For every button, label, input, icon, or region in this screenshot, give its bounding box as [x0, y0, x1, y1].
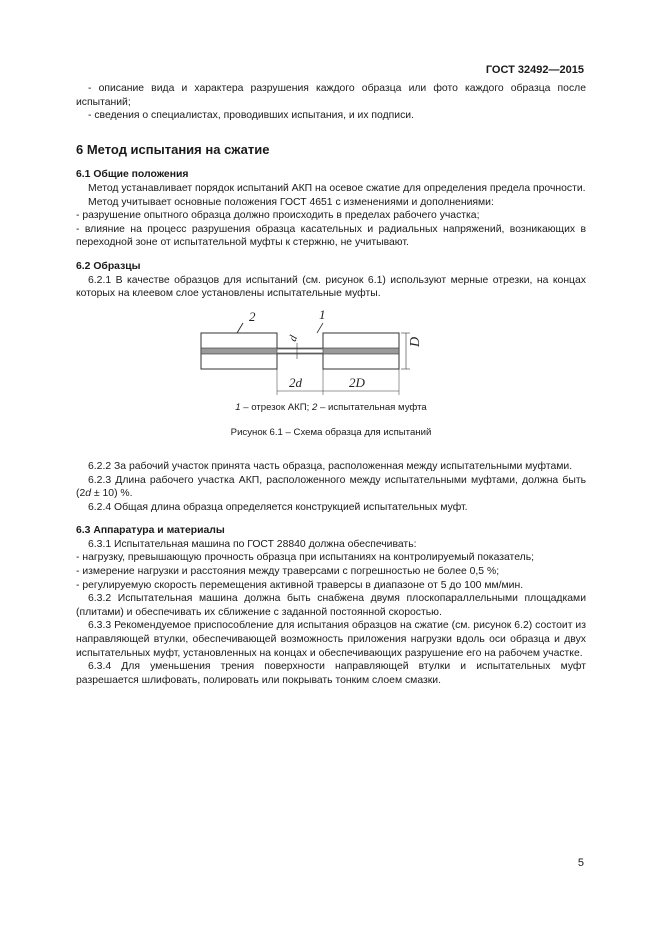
legend-text-2: – испытательная муфта	[317, 401, 427, 413]
figure-6-1	[76, 305, 586, 399]
figure-caption: Рисунок 6.1 – Схема образца для испытаний	[230, 427, 432, 439]
s63-bullet-1: - нагрузку, превышающую прочность образца при испытаниях на контролируемый показатель;	[76, 552, 534, 564]
s63-bullet-3: - регулируемую скорость перемещения активной траверсы в диапазоне от 5 до 100 мм/мин.	[76, 579, 524, 591]
p-6-3-2: 6.3.2 Испытательная машина должна быть снабжена двумя плоскопараллельными площадками (плитами) и обеспечивать их сближение с заданной постоянной скоростью.	[76, 593, 586, 618]
p-6-2-4: 6.2.4 Общая длина образца определяется конструкцией испытательных муфт.	[88, 501, 468, 513]
page-number: 5	[577, 857, 584, 869]
legend-number-2: 2	[311, 401, 318, 413]
figure-legend	[76, 401, 586, 415]
p-6-2-3-text-a: 6.2.3 Длина рабочего участка АКП, расположенного между испытательными муфтами, должна быть (2	[76, 474, 586, 500]
s63-bullet-2: - измерение нагрузки и расстояния между траверсами с погрешностью не более 0,5 %;	[76, 566, 500, 578]
specimen-diagram	[193, 305, 433, 397]
section-6-2-title: 6.2 Образцы	[76, 260, 141, 272]
p-6-2-3	[76, 474, 586, 501]
p-6-2-2: 6.2.2 За рабочий участок принята часть образца, расположенная между испытательными муфтами.	[88, 460, 573, 472]
leader-line-2	[237, 323, 243, 333]
figure-label-D: D	[408, 336, 423, 347]
page-content	[76, 82, 586, 687]
s61-paragraph-1: Метод устанавливает порядок испытаний АКП на осевое сжатие для определения предела прочности.	[88, 182, 586, 194]
figure-label-d: d	[286, 333, 301, 343]
intro-item-1: - описание вида и характера разрушения каждого образца или фото каждого образца после испытаний;	[76, 83, 586, 108]
p-6-3-3: 6.3.3 Рекомендуемое приспособление для испытания образцов на сжатие (см. рисунок 6.2) состоит из направляющей втулки, обеспечивающей возможность приложения нагрузки вдоль оси образца и двух испытательных муфт, установленных на концах и обеспечивающих разрушение его на рабочем участке.	[76, 620, 586, 659]
p-6-2-3-symbol-d: d	[85, 488, 92, 500]
figure-label-2: 2	[249, 308, 256, 324]
s61-bullet-2: - влияние на процесс разрушения образца касательных и радиальных напряжений, возникающих в переходной зоне от испытательной муфты к стержню, не учитывают.	[76, 223, 586, 249]
legend-number-1: 1	[235, 401, 241, 413]
section-6-1-title: 6.1 Общие положения	[76, 169, 189, 181]
s61-bullet-1: - разрушение опытного образца должно происходить в пределах рабочего участка;	[76, 210, 480, 222]
p-6-3-1: 6.3.1 Испытательная машина по ГОСТ 28840 должна обеспечивать:	[88, 538, 417, 550]
figure-label-2d: 2d	[289, 374, 302, 390]
document-header-id: ГОСТ 32492—2015	[485, 64, 584, 76]
intro-item-2: - сведения о специалистах, проводивших испытания, и их подписи.	[88, 110, 414, 122]
rod-working-section	[277, 349, 323, 353]
s61-paragraph-2: Метод учитывает основные положения ГОСТ 4651 с изменениями и дополнениями:	[88, 196, 494, 208]
figure-label-2D: 2D	[349, 374, 365, 390]
section-6-3-title: 6.3 Аппаратура и материалы	[76, 525, 225, 537]
legend-text-1: – отрезок АКП;	[240, 401, 312, 413]
p-6-2-3-text-b: ± 10) %.	[91, 488, 133, 500]
leader-line-1	[317, 323, 323, 333]
section-6-title: 6 Метод испытания на сжатие	[76, 141, 270, 157]
p-6-2-1: 6.2.1 В качестве образцов для испытаний (см. рисунок 6.1) используют мерные отрезки, на концах которых на клеевом слое установлены испытательные муфты.	[76, 274, 586, 300]
figure-label-1: 1	[319, 306, 326, 322]
p-6-3-4: 6.3.4 Для уменьшения трения поверхности направляющей втулки и испытательных муфт разрешается шлифовать, полировать или покрывать тонким слоем смазки.	[76, 661, 586, 686]
